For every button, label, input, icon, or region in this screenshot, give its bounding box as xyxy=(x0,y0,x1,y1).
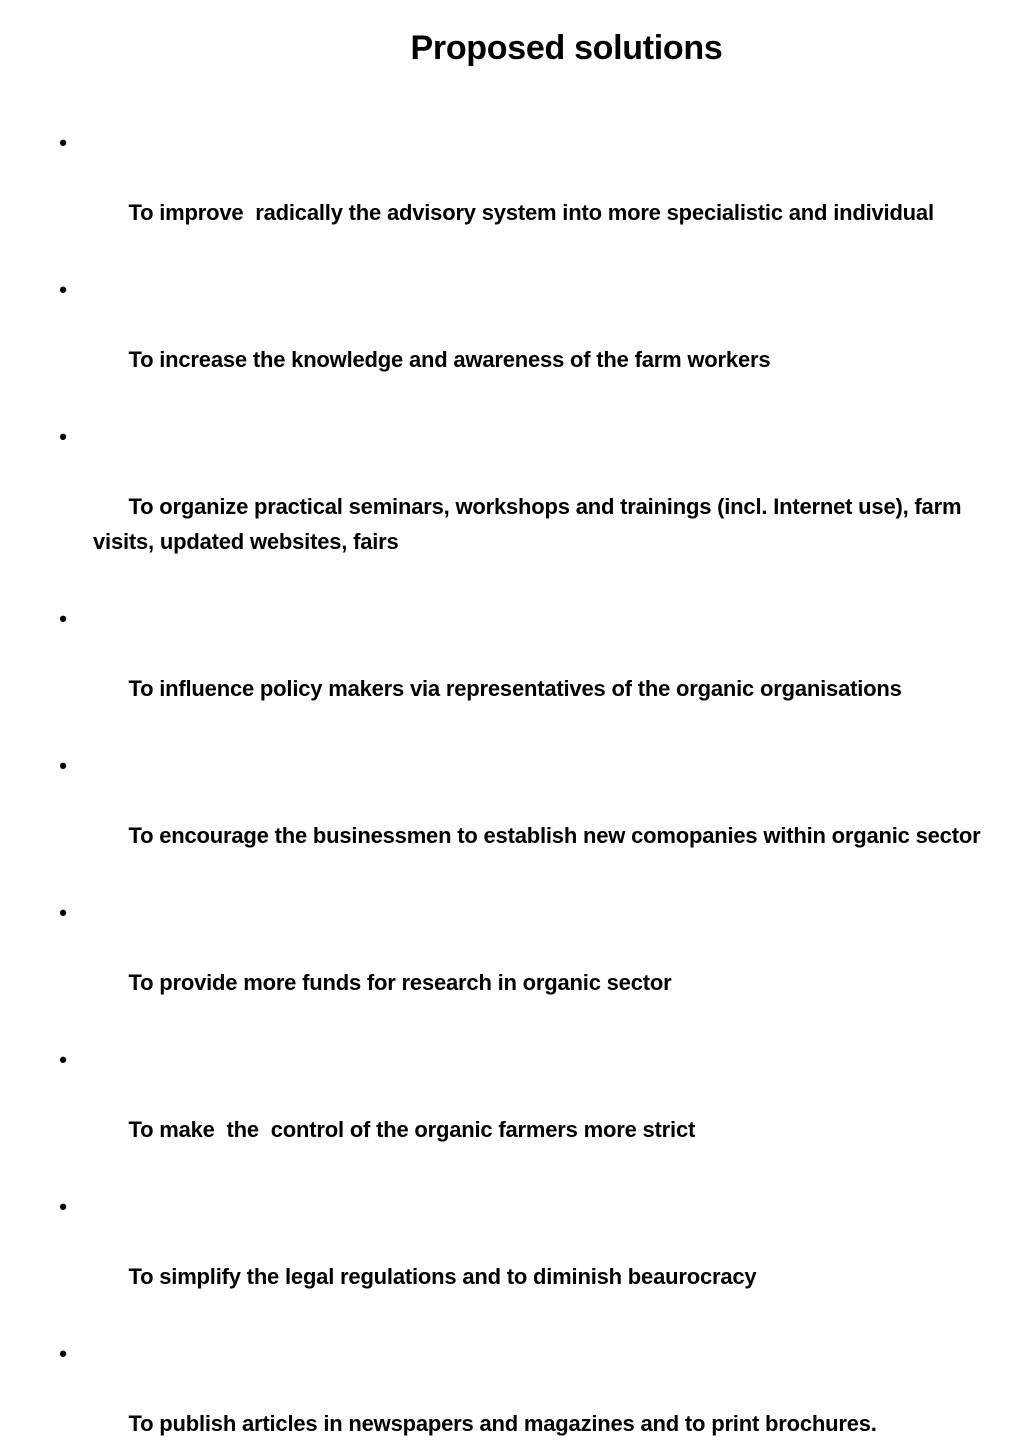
bullet-icon: • xyxy=(59,900,67,925)
bullet-icon: • xyxy=(59,130,67,155)
list-item xyxy=(56,1189,986,1329)
list-item xyxy=(56,1336,986,1446)
list-item-text: To make the control of the organic farmers more strict xyxy=(128,1117,696,1142)
list-item xyxy=(56,1042,986,1182)
list-item xyxy=(56,601,986,741)
list-item-text: To publish articles in newspapers and magazines and to print brochures. xyxy=(128,1411,877,1436)
list-item xyxy=(56,125,986,265)
list-item-text: To influence policy makers via representatives of the organic organisations xyxy=(128,676,902,701)
list-item xyxy=(56,419,986,594)
bullet-icon: • xyxy=(59,277,67,302)
bullet-icon: • xyxy=(59,606,67,631)
list-item xyxy=(56,272,986,412)
list-item-text: To simplify the legal regulations and to diminish beaurocracy xyxy=(128,1264,757,1289)
list-item-text: To provide more funds for research in organic sector xyxy=(128,970,672,995)
list-item-text: To increase the knowledge and awareness of the farm workers xyxy=(128,347,771,372)
list-item xyxy=(56,895,986,1035)
bullet-list xyxy=(56,125,986,1446)
slide-title: Proposed solutions xyxy=(410,29,723,67)
bullet-icon: • xyxy=(59,1194,67,1219)
list-item xyxy=(56,748,986,888)
list-item-text: To improve radically the advisory system into more specialistic and individual xyxy=(128,200,934,225)
list-item-text: To organize practical seminars, workshops and trainings (incl. Internet use), farm visits, updated websites, fairs xyxy=(93,494,968,554)
bullet-icon: • xyxy=(59,1047,67,1072)
list-item-text: To encourage the businessmen to establish new comopanies within organic sector xyxy=(128,823,981,848)
bullet-icon: • xyxy=(59,1341,67,1366)
bullet-icon: • xyxy=(59,753,67,778)
bullet-icon: • xyxy=(59,424,67,449)
